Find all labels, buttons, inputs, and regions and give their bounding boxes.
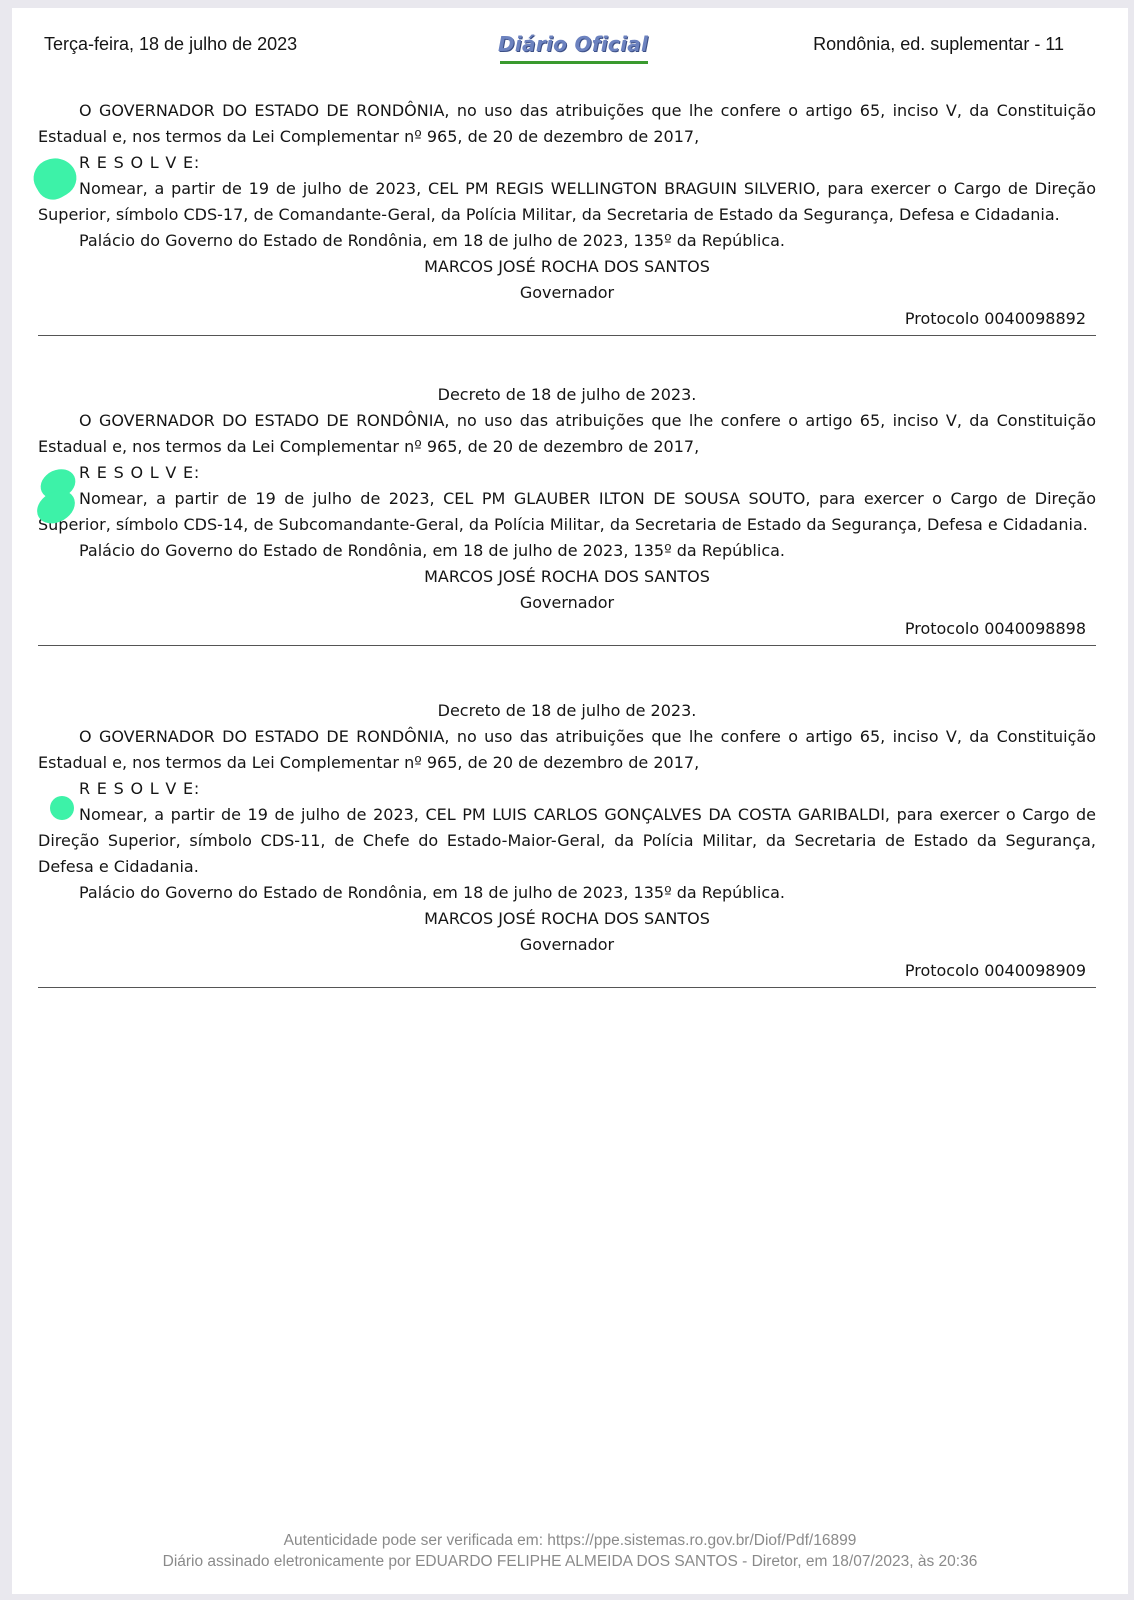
header-date: Terça-feira, 18 de julho de 2023 <box>44 34 298 54</box>
decree-closing: Palácio do Governo do Estado de Rondônia, em 18 de julho de 2023, 135º da República. <box>79 541 786 560</box>
highlighter-mark <box>50 796 74 820</box>
section-divider <box>38 645 1096 646</box>
header-edition: Rondônia, ed. suplementar - 11 <box>813 34 1064 54</box>
signer-name: MARCOS JOSÉ ROCHA DOS SANTOS <box>424 257 710 276</box>
signer-role: Governador <box>519 283 615 302</box>
decree-preamble: O GOVERNADOR DO ESTADO DE RONDÔNIA, no uso das atribuições que lhe confere o artigo 65, inciso V, da Constituição Estadual e, nos termos da Lei Complementar nº 965, de 20 de dezembro de 2017, <box>38 101 1096 146</box>
footer-signature: Diário assinado eletronicamente por EDUARDO FELIPHE ALMEIDA DOS SANTOS - Diretor, em 18/07/2023, às 20:36 <box>162 1553 978 1570</box>
decree-closing: Palácio do Governo do Estado de Rondônia, em 18 de julho de 2023, 135º da República. <box>79 883 786 902</box>
decree-1 <box>38 98 1096 336</box>
decree-preamble: O GOVERNADOR DO ESTADO DE RONDÔNIA, no uso das atribuições que lhe confere o artigo 65, inciso V, da Constituição Estadual e, nos termos da Lei Complementar nº 965, de 20 de dezembro de 2017, <box>38 411 1096 456</box>
decree-2 <box>38 382 1096 646</box>
signer-role: Governador <box>519 593 615 612</box>
diario-oficial-logo <box>498 28 658 70</box>
logo-text: Diário Oficial <box>498 32 649 56</box>
decree-title: Decreto de 18 de julho de 2023. <box>437 385 697 404</box>
resolve-heading: R E S O L V E: <box>79 463 201 482</box>
signer-name: MARCOS JOSÉ ROCHA DOS SANTOS <box>424 567 710 586</box>
decree-body: Nomear, a partir de 19 de julho de 2023, CEL PM GLAUBER ILTON DE SOUSA SOUTO, para exercer o Cargo de Direção Superior, símbolo CDS-14, de Subcomandante-Geral, da Polícia Militar, da Secretaria de Estado da Segurança, Defesa e Cidadania. <box>38 489 1096 534</box>
decree-body: Nomear, a partir de 19 de julho de 2023, CEL PM LUIS CARLOS GONÇALVES DA COSTA GARIBALDI, para exercer o Cargo de Direção Superior, símbolo CDS-11, de Chefe do Estado-Maior-Geral, da Polícia Militar, da Secretaria de Estado da Segurança, Defesa e Cidadania. <box>38 805 1096 876</box>
decree-3 <box>38 698 1096 988</box>
resolve-heading: R E S O L V E: <box>79 779 201 798</box>
document-page <box>12 8 1128 1594</box>
decree-preamble: O GOVERNADOR DO ESTADO DE RONDÔNIA, no uso das atribuições que lhe confere o artigo 65, inciso V, da Constituição Estadual e, nos termos da Lei Complementar nº 965, de 20 de dezembro de 2017, <box>38 727 1096 772</box>
footer-authenticity: Autenticidade pode ser verificada em: https://ppe.sistemas.ro.gov.br/Diof/Pdf/16899 <box>283 1532 857 1549</box>
logo-underline <box>500 61 648 64</box>
decree-title: Decreto de 18 de julho de 2023. <box>437 701 697 720</box>
protocol-number: Protocolo 0040098892 <box>904 309 1086 328</box>
decree-body: Nomear, a partir de 19 de julho de 2023, CEL PM REGIS WELLINGTON BRAGUIN SILVERIO, para exercer o Cargo de Direção Superior, símbolo CDS-17, de Comandante-Geral, da Polícia Militar, da Secretaria de Estado da Segurança, Defesa e Cidadania. <box>38 179 1096 224</box>
protocol-number: Protocolo 0040098898 <box>904 619 1086 638</box>
section-divider <box>38 335 1096 336</box>
resolve-heading: R E S O L V E: <box>79 153 201 172</box>
section-divider <box>38 987 1096 988</box>
signer-name: MARCOS JOSÉ ROCHA DOS SANTOS <box>424 909 710 928</box>
decree-closing: Palácio do Governo do Estado de Rondônia, em 18 de julho de 2023, 135º da República. <box>79 231 786 250</box>
signer-role: Governador <box>519 935 615 954</box>
protocol-number: Protocolo 0040098909 <box>904 961 1086 980</box>
